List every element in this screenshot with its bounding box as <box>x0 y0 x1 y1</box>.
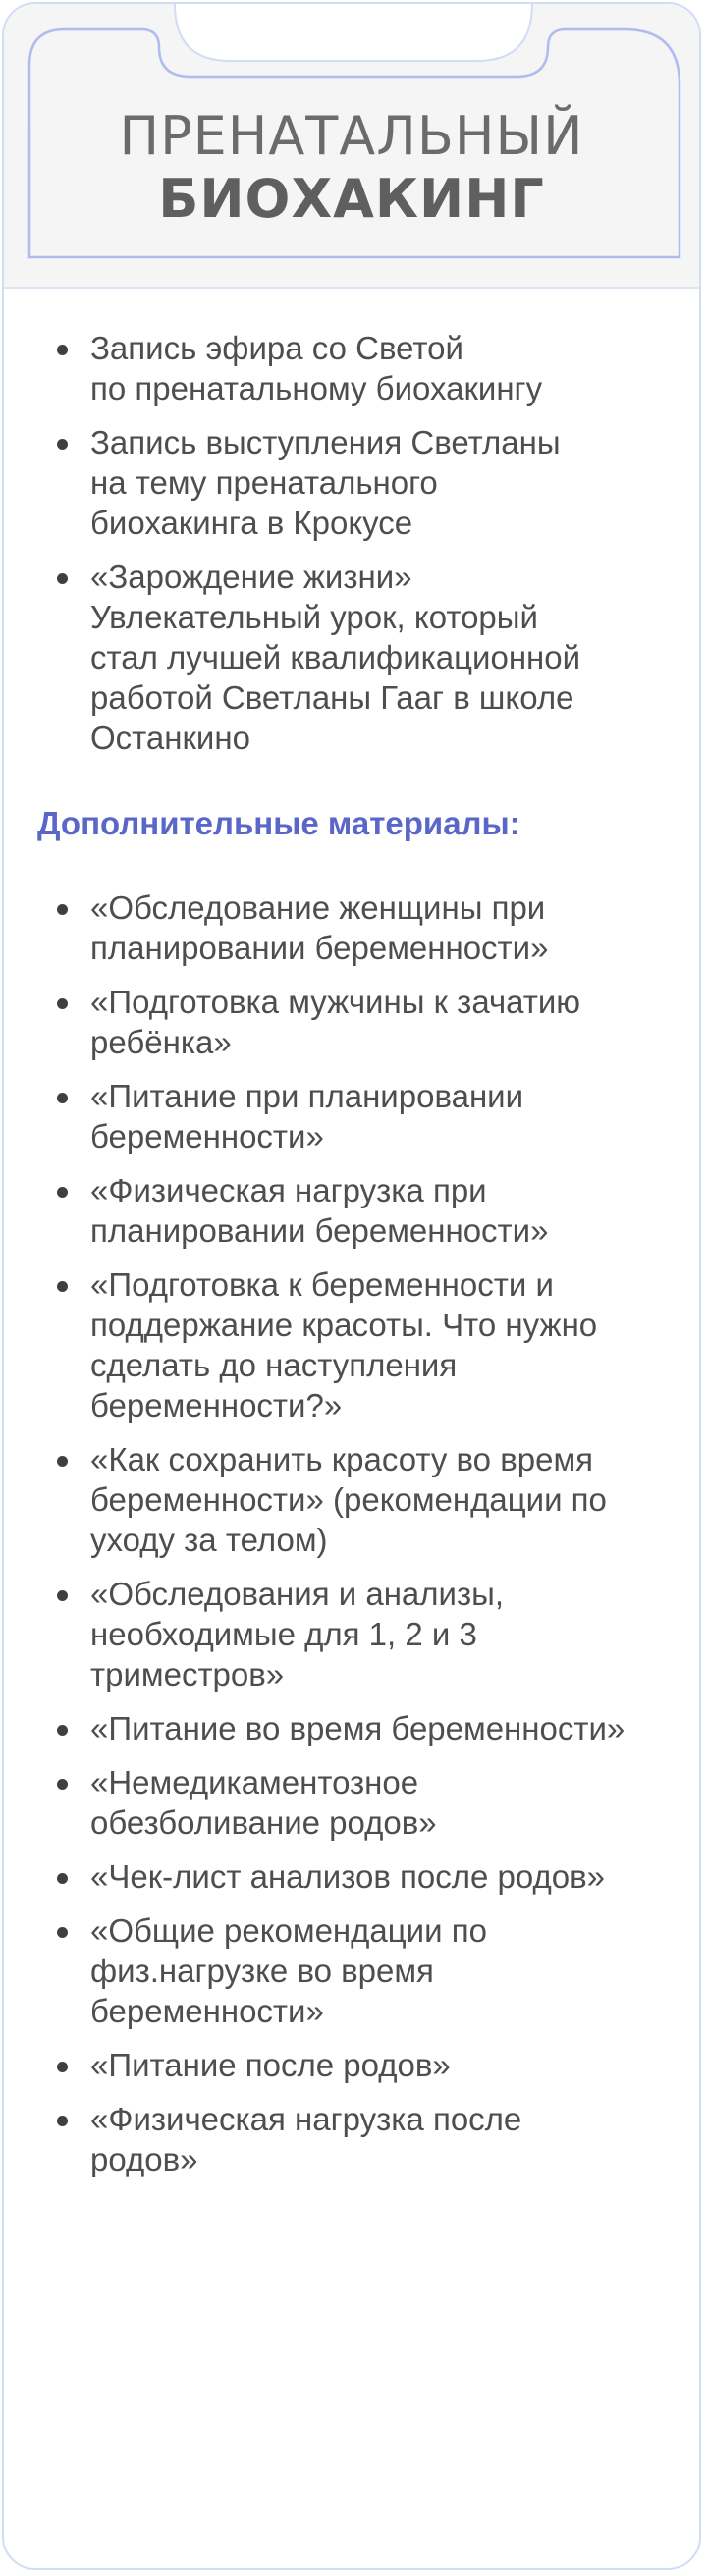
list-item-label: «Физическая нагрузка при планировании беременности» <box>90 1172 549 1249</box>
list-item-label: «Общие рекомендации по физ.нагрузке во время беременности» <box>90 1912 487 2029</box>
list-item <box>37 1708 664 1748</box>
bullet-dot-icon <box>57 1590 68 1601</box>
bullet-dot-icon <box>57 1456 68 1467</box>
title-line-2: БИОХАКИНГ <box>158 168 545 230</box>
list-item-label: «Немедикаментозное обезболивание родов» <box>90 1764 437 1841</box>
bullet-dot-icon <box>57 1281 68 1292</box>
header-banner <box>4 4 699 289</box>
list-item-label: «Физическая нагрузка после родов» <box>90 2101 522 2177</box>
bullet-dot-icon <box>57 904 68 915</box>
bullet-dot-icon <box>57 1927 68 1938</box>
records-list <box>37 328 664 758</box>
bullet-dot-icon <box>57 2062 68 2072</box>
content-area <box>4 328 699 2193</box>
list-item-label: «Питание при планировании беременности» <box>90 1078 524 1154</box>
list-item-label: Запись эфира со Светой по пренатальному биохакингу <box>90 330 543 406</box>
section-title-extra-materials: Дополнительные материалы: <box>37 805 520 841</box>
list-item <box>37 887 664 968</box>
list-item-label: «Питание во время беременности» <box>90 1710 625 1746</box>
bullet-dot-icon <box>57 1873 68 1884</box>
list-item-label: «Питание после родов» <box>90 2047 451 2083</box>
list-item-label: «Как сохранить красоту во время беременности» (рекомендации по уходу за телом) <box>90 1441 607 1558</box>
bullet-dot-icon <box>57 1725 68 1736</box>
list-item <box>37 1170 664 1251</box>
list-item <box>37 1439 664 1560</box>
list-item-label: «Подготовка к беременности и поддержание красоты. Что нужно сделать до наступления беременности?» <box>90 1266 598 1423</box>
bullet-dot-icon <box>57 573 68 584</box>
list-item-label: «Обследования и анализы, необходимые для 1, 2 и 3 триместров» <box>90 1576 504 1692</box>
list-item-label: Запись выступления Светланы на тему пренатального биохакинга в Крокусе <box>90 424 561 541</box>
bullet-dot-icon <box>57 1093 68 1103</box>
list-item <box>37 1264 664 1425</box>
list-item <box>37 557 664 758</box>
list-item <box>37 1856 664 1897</box>
bullet-dot-icon <box>57 1187 68 1198</box>
list-item <box>37 1762 664 1843</box>
extra-materials-list <box>37 887 664 2179</box>
title-line-1: ПРЕНАТАЛЬНЫЙ <box>119 105 584 167</box>
bullet-dot-icon <box>57 439 68 450</box>
list-item-label: «Подготовка мужчины к зачатию ребёнка» <box>90 984 581 1060</box>
list-item <box>37 422 664 543</box>
list-item-label: «Зарождение жизни» Увлекательный урок, который стал лучшей квалификационной работой Светланы Гааг в школе Останкино <box>90 559 581 756</box>
page-title <box>4 105 699 231</box>
bullet-dot-icon <box>57 1779 68 1790</box>
list-item <box>37 1574 664 1694</box>
list-item <box>37 328 664 408</box>
bullet-dot-icon <box>57 998 68 1009</box>
list-item <box>37 982 664 1062</box>
phone-card <box>2 2 701 2570</box>
bullet-dot-icon <box>57 345 68 355</box>
list-item <box>37 1910 664 2031</box>
list-item-label: «Обследование женщины при планировании беременности» <box>90 889 549 966</box>
list-item <box>37 1076 664 1156</box>
list-item-label: «Чек-лист анализов после родов» <box>90 1858 606 1895</box>
list-item <box>37 2045 664 2085</box>
list-item <box>37 2099 664 2179</box>
bullet-dot-icon <box>57 2116 68 2126</box>
